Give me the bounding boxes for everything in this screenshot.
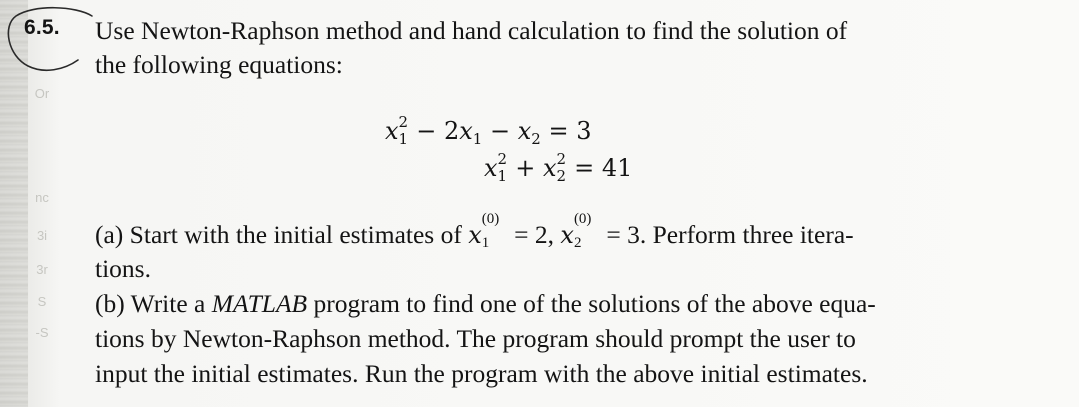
part-a-line-1: (a) Start with the initial estimates of x (0) 1 = 2, x (0) 2 = 3. Perform three itera- (95, 211, 854, 251)
problem-number: 6.5. (24, 16, 60, 39)
problem-statement-line-2: the following equations: (95, 50, 343, 79)
margin-ghost-text: 3r (36, 262, 48, 277)
equation-1: x 2 1 − 2x1 − x2 = 3 (385, 113, 592, 148)
matlab-term: MATLAB (211, 289, 308, 318)
margin-ghost-text: -S (35, 325, 49, 340)
part-a-line-2: tions. (95, 254, 151, 283)
margin-ghost-text: nc (35, 190, 49, 205)
part-b-line-2: tions by Newton-Raphson method. The program should prompt the user to (95, 324, 856, 353)
problem-statement-line-1: Use Newton-Raphson method and hand calculation to find the solution of (95, 16, 848, 45)
equation-2: x 2 1 + x 2 2 = 41 (484, 150, 633, 185)
margin-ghost-text: S (37, 294, 47, 309)
margin-ghost-text: Or (34, 86, 50, 101)
part-b-line-3: input the initial estimates. Run the program with the above initial estimates. (95, 359, 868, 388)
part-b-line-1: (b) Write a MATLAB program to find one of the solutions of the above equa- (95, 289, 876, 318)
margin-ghost-text: 3i (36, 228, 48, 243)
